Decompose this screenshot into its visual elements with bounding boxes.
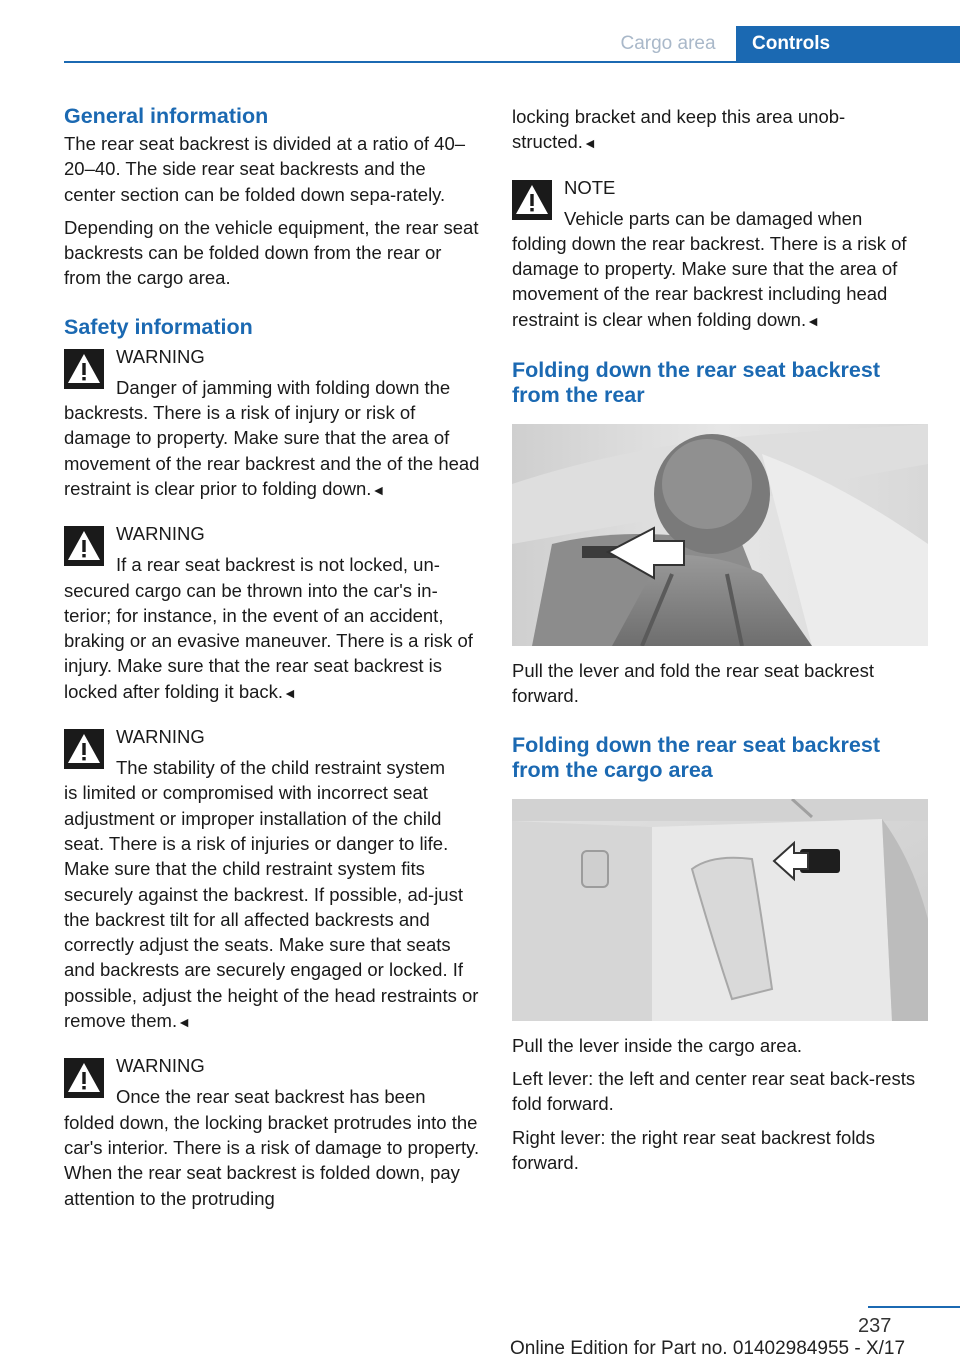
cargo-paragraph-2: Left lever: the left and center rear seat back-rests fold forward. xyxy=(512,1067,916,1115)
warning-triangle-icon xyxy=(64,526,104,566)
warning-notice-2 xyxy=(64,521,480,706)
general-information-heading: General information xyxy=(64,104,269,128)
warning-label: WARNING xyxy=(116,1055,205,1077)
header-chapter-tab: Controls xyxy=(736,26,960,62)
note-first-line: Vehicle parts can be damaged when xyxy=(564,207,863,229)
end-mark-icon: ◄ xyxy=(806,312,820,329)
header-section-tab: Cargo area xyxy=(620,33,716,54)
note-notice xyxy=(512,175,928,334)
footer-rule xyxy=(868,1306,960,1308)
note-label: NOTE xyxy=(564,176,616,198)
warning-triangle-icon xyxy=(512,180,552,220)
warning-body: folded down, the locking bracket protrudes into the car's interior. There is a risk of damage to property. When the rear seat backrest is folded down, pay attention to the protruding xyxy=(64,1111,480,1209)
warning-body: is limited or compromised with incorrect seat adjustment or improper installation of the child seat. There is a risk of injuries or danger to life. Make sure that the child restraint system fits securely against the backrest. If possible, ad-just the backrest tilt for all affected backrests and correctly adjust the seats. Make sure that seats and backrests are securely engaged or locked. If possible, adjust the height of the head restraints or remove them.◄ xyxy=(64,782,479,1032)
warning-triangle-icon xyxy=(64,1058,104,1098)
warning-first-line: Danger of jamming with folding down the xyxy=(116,376,451,398)
header-rule xyxy=(64,61,960,63)
page-number: 237 xyxy=(858,1315,892,1337)
warning-body: backrests. There is a risk of injury or risk of damage to property. Make sure that the area of movement of the rear backrest and the of the head restraint is clear prior to folding down.◄ xyxy=(64,402,480,499)
cargo-paragraph-3: Right lever: the right rear seat backrest folds forward. xyxy=(512,1126,875,1173)
warning-notice-4 xyxy=(64,1053,480,1210)
general-paragraph-1: The rear seat backrest is divided at a ratio of 40–20–40. The side rear seat backrests and the center section can be folded down sepa-rately. xyxy=(64,133,466,205)
warning-triangle-icon xyxy=(64,729,104,769)
fold-from-cargo-heading: Folding down the rear seat backrest from the cargo area xyxy=(512,732,880,782)
rear-seat-backrest-photo xyxy=(512,424,928,646)
end-mark-icon: ◄ xyxy=(371,481,386,498)
right-column xyxy=(512,104,928,1175)
warning-triangle-icon xyxy=(64,349,104,389)
warning-first-line: Once the rear seat backrest has been xyxy=(116,1086,426,1108)
fold-from-rear-heading: Folding down the rear seat backrest from the rear xyxy=(512,358,880,408)
note-body: folding down the rear backrest. There is a risk of damage to property. Make sure that the area of movement of the rear backrest including head restraint is clear when folding down.◄ xyxy=(512,232,907,330)
cargo-paragraph-1: Pull the lever inside the cargo area. xyxy=(512,1034,803,1056)
edition-footer: Online Edition for Part no. 01402984955 - X/17 xyxy=(510,1338,906,1359)
warning-body: secured cargo can be thrown into the car's in-terior; for instance, in the event of an accident, braking or an evasive maneuver. There is a risk of injury. Make sure that the rear seat backrest is locked after folding it back.◄ xyxy=(64,579,473,702)
fold-from-rear-text: Pull the lever and fold the rear seat backrest forward. xyxy=(512,660,874,707)
safety-information-heading: Safety information xyxy=(64,314,253,339)
warning-label: WARNING xyxy=(116,345,205,367)
warning-notice-1 xyxy=(64,344,480,503)
continued-paragraph: locking bracket and keep this area unob-structed.◄ xyxy=(512,106,846,153)
end-mark-icon: ◄ xyxy=(177,1014,191,1031)
general-paragraph-2: Depending on the vehicle equipment, the rear seat backrests can be folded down from the rear or from the cargo area. xyxy=(64,216,479,289)
warning-label: WARNING xyxy=(116,523,205,545)
left-column xyxy=(64,104,480,1211)
end-mark-icon: ◄ xyxy=(283,684,297,701)
warning-label: WARNING xyxy=(116,726,205,748)
warning-first-line: The stability of the child restraint system xyxy=(116,757,446,779)
warning-notice-3 xyxy=(64,724,480,1035)
warning-first-line: If a rear seat backrest is not locked, un- xyxy=(116,554,440,576)
end-mark-icon: ◄ xyxy=(582,135,597,152)
cargo-area-lever-photo xyxy=(512,799,928,1021)
